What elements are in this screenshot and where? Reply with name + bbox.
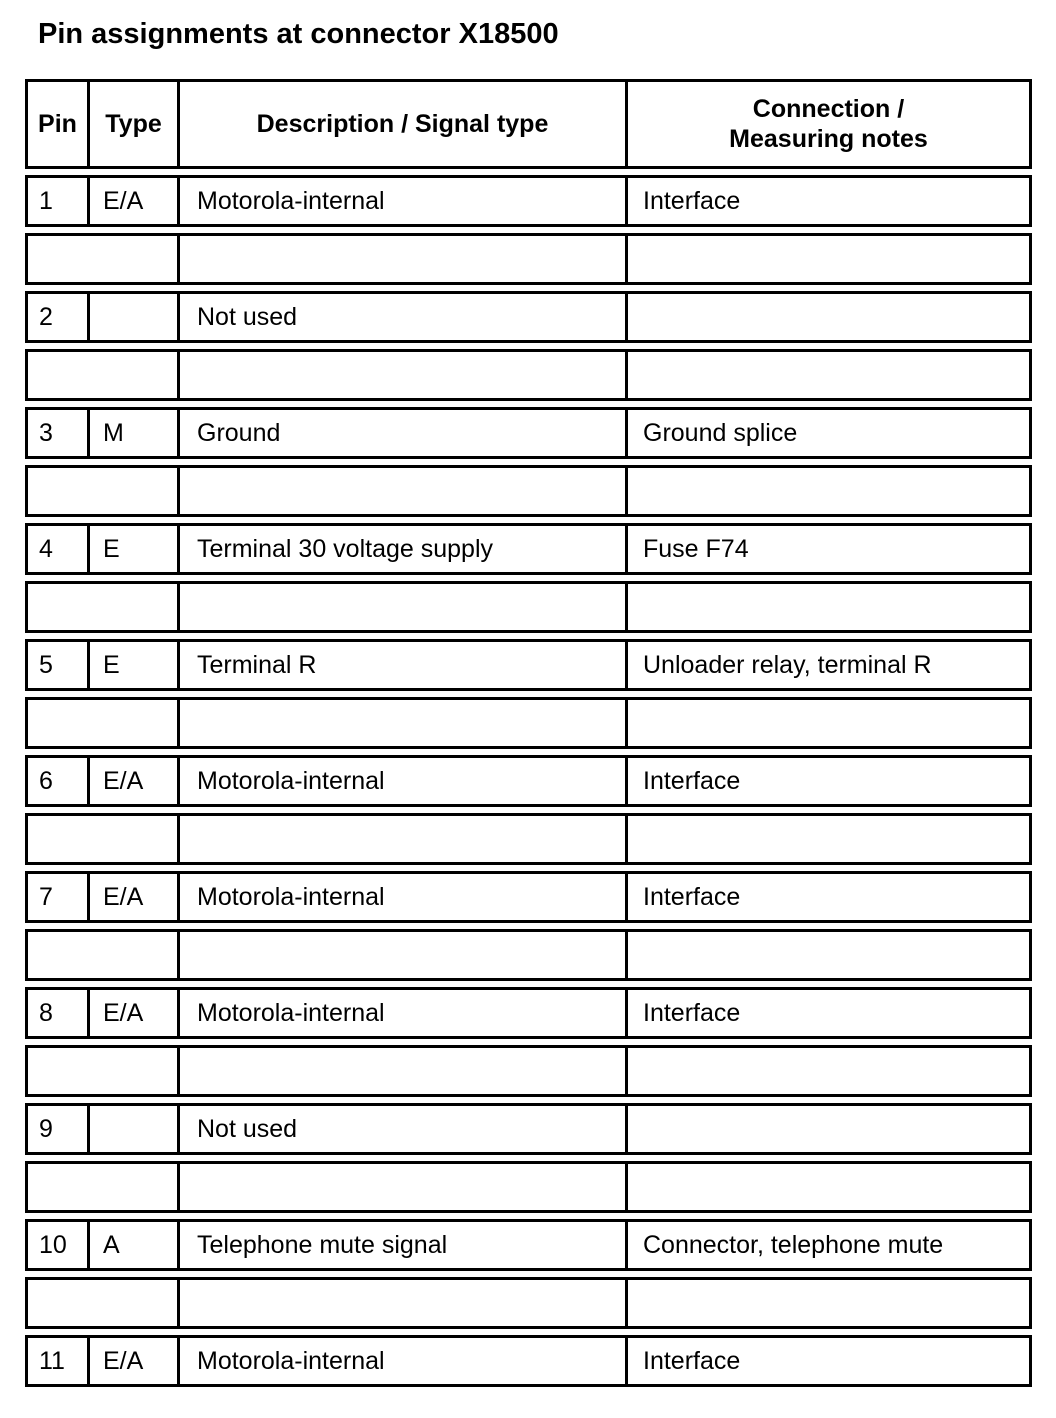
spacer-pin-type-cell <box>28 584 180 630</box>
connection-cell: Fuse F74 <box>643 535 749 563</box>
spacer-pin-type-cell <box>28 236 180 282</box>
pin-cell: 10 <box>28 1222 90 1268</box>
type-cell: M <box>90 410 180 456</box>
table-row <box>25 1335 1032 1387</box>
spacer-pin-type-cell <box>28 1048 180 1094</box>
spacer-connection-cell <box>628 236 1029 282</box>
spacer-pin-type-cell <box>28 352 180 398</box>
connection-cell: Ground splice <box>643 419 798 447</box>
description-cell: Motorola-internal <box>180 990 628 1036</box>
table-row <box>25 175 1032 227</box>
connection-cell <box>628 294 1029 340</box>
connection-cell: Interface <box>643 883 741 911</box>
description-cell: Not used <box>180 294 628 340</box>
connection-cell: Interface <box>643 999 741 1027</box>
description-cell: Terminal R <box>180 642 628 688</box>
spacer-pin-type-cell <box>28 1280 180 1326</box>
spacer-description-cell <box>180 1164 628 1210</box>
pin-cell: 4 <box>28 526 90 572</box>
type-cell: E/A <box>90 758 180 804</box>
spacer-row <box>25 1161 1032 1213</box>
spacer-connection-cell <box>628 932 1029 978</box>
header-type: Type <box>90 82 180 166</box>
spacer-description-cell <box>180 1280 628 1326</box>
description-cell: Not used <box>180 1106 628 1152</box>
type-cell: E <box>90 526 180 572</box>
spacer-row <box>25 465 1032 517</box>
spacer-row <box>25 233 1032 285</box>
spacer-pin-type-cell <box>28 816 180 862</box>
spacer-connection-cell <box>628 1048 1029 1094</box>
spacer-connection-cell <box>628 1280 1029 1326</box>
connection-cell: Interface <box>643 767 741 795</box>
description-cell: Motorola-internal <box>180 1338 628 1384</box>
description-cell: Ground <box>180 410 628 456</box>
spacer-row <box>25 929 1032 981</box>
header-pin: Pin <box>28 82 90 166</box>
connection-cell: Interface <box>643 187 741 215</box>
pin-cell: 6 <box>28 758 90 804</box>
spacer-connection-cell <box>628 1164 1029 1210</box>
header-connection-line1: Connection / <box>752 95 905 123</box>
table-row <box>25 871 1032 923</box>
pin-cell: 9 <box>28 1106 90 1152</box>
table-row <box>25 407 1032 459</box>
table-row <box>25 1219 1032 1271</box>
spacer-connection-cell <box>628 700 1029 746</box>
spacer-row <box>25 349 1032 401</box>
header-connection <box>628 82 1029 166</box>
description-cell: Motorola-internal <box>180 874 628 920</box>
spacer-description-cell <box>180 700 628 746</box>
spacer-connection-cell <box>628 584 1029 630</box>
pin-assignment-table <box>25 79 1032 1387</box>
type-cell <box>90 294 180 340</box>
table-header-row <box>25 79 1032 169</box>
spacer-row <box>25 813 1032 865</box>
page-title: Pin assignments at connector X18500 <box>38 18 559 50</box>
table-row <box>25 755 1032 807</box>
pin-cell: 1 <box>28 178 90 224</box>
type-cell: A <box>90 1222 180 1268</box>
type-cell: E/A <box>90 990 180 1036</box>
spacer-description-cell <box>180 468 628 514</box>
pin-cell: 11 <box>28 1338 90 1384</box>
table-row <box>25 987 1032 1039</box>
spacer-connection-cell <box>628 468 1029 514</box>
table-row <box>25 523 1032 575</box>
type-cell <box>90 1106 180 1152</box>
spacer-description-cell <box>180 932 628 978</box>
table-row <box>25 291 1032 343</box>
header-connection-line2: Measuring notes <box>729 125 928 153</box>
spacer-description-cell <box>180 816 628 862</box>
spacer-description-cell <box>180 352 628 398</box>
description-cell: Terminal 30 voltage supply <box>180 526 628 572</box>
type-cell: E/A <box>90 874 180 920</box>
spacer-pin-type-cell <box>28 468 180 514</box>
pin-cell: 8 <box>28 990 90 1036</box>
connection-cell <box>628 1106 1029 1152</box>
description-cell: Telephone mute signal <box>180 1222 628 1268</box>
spacer-connection-cell <box>628 352 1029 398</box>
connection-cell: Unloader relay, terminal R <box>643 651 932 679</box>
header-description: Description / Signal type <box>180 82 628 166</box>
pin-cell: 5 <box>28 642 90 688</box>
spacer-row <box>25 1277 1032 1329</box>
type-cell: E/A <box>90 1338 180 1384</box>
spacer-pin-type-cell <box>28 700 180 746</box>
spacer-description-cell <box>180 1048 628 1094</box>
spacer-row <box>25 581 1032 633</box>
spacer-connection-cell <box>628 816 1029 862</box>
spacer-description-cell <box>180 236 628 282</box>
spacer-description-cell <box>180 584 628 630</box>
spacer-row <box>25 697 1032 749</box>
connection-cell: Interface <box>643 1347 741 1375</box>
type-cell: E/A <box>90 178 180 224</box>
description-cell: Motorola-internal <box>180 178 628 224</box>
spacer-pin-type-cell <box>28 932 180 978</box>
description-cell: Motorola-internal <box>180 758 628 804</box>
spacer-row <box>25 1045 1032 1097</box>
pin-cell: 2 <box>28 294 90 340</box>
spacer-pin-type-cell <box>28 1164 180 1210</box>
type-cell: E <box>90 642 180 688</box>
table-row <box>25 639 1032 691</box>
connection-cell: Connector, telephone mute <box>643 1231 944 1259</box>
pin-cell: 3 <box>28 410 90 456</box>
table-row <box>25 1103 1032 1155</box>
pin-cell: 7 <box>28 874 90 920</box>
